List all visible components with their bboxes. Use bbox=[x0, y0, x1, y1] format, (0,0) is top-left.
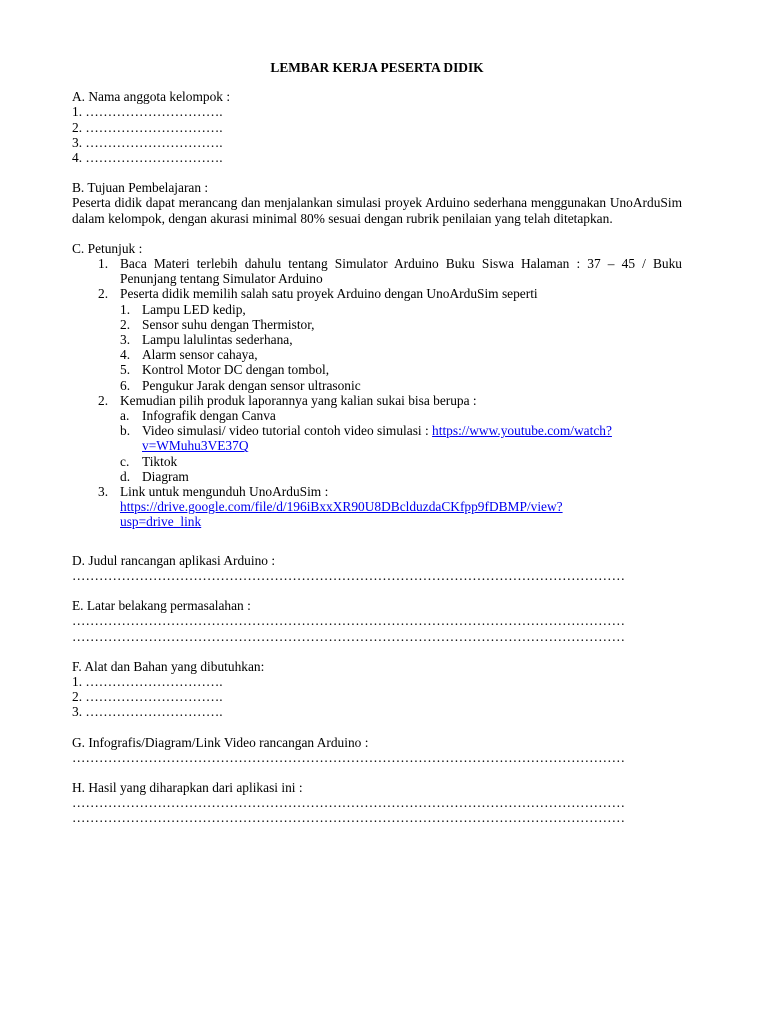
product-letter: a. bbox=[120, 408, 130, 424]
project-item-6 bbox=[72, 378, 682, 393]
page-title: LEMBAR KERJA PESERTA DIDIK bbox=[270, 60, 484, 75]
section-g-heading: G. Infografis/Diagram/Link Video rancangan Arduino : bbox=[72, 734, 369, 750]
project-item-5 bbox=[72, 362, 682, 377]
product-label: Tiktok bbox=[142, 453, 178, 469]
answer-line: …………………………………………………………………………………………………………… bbox=[72, 810, 626, 826]
project-number: 2. bbox=[120, 316, 131, 332]
section-g bbox=[72, 735, 682, 765]
instruction-step-4 bbox=[72, 484, 682, 530]
answer-line: …………………………………………………………………………………………………………… bbox=[72, 795, 626, 811]
youtube-video-link-continued[interactable]: v=WMuhu3VE37Q bbox=[142, 438, 249, 454]
member-line-3: 3. …………………………. bbox=[72, 134, 223, 150]
step-text: Peserta didik memilih salah satu proyek Arduino dengan UnoArduSim seperti bbox=[120, 286, 538, 302]
section-a-heading: A. Nama anggota kelompok : bbox=[72, 89, 231, 105]
youtube-video-link[interactable]: https://www.youtube.com/watch? bbox=[432, 423, 612, 439]
section-b bbox=[72, 180, 682, 226]
section-c bbox=[72, 241, 682, 530]
project-label: Lampu LED kedip, bbox=[142, 301, 246, 317]
product-label: Infografik dengan Canva bbox=[142, 408, 276, 424]
section-e bbox=[72, 598, 682, 644]
product-item-a bbox=[72, 408, 682, 423]
step-text: Link untuk mengunduh UnoArduSim : bbox=[120, 484, 329, 500]
project-label: Lampu lalulintas sederhana, bbox=[142, 332, 293, 348]
step-text: Baca Materi terlebih dahulu tentang Simulator Arduino Buku Siswa Halaman : 37 – 45 / Buku Penunjang tentang Simulator Arduino bbox=[120, 256, 682, 287]
member-line-1: 1. …………………………. bbox=[72, 104, 223, 120]
instruction-step-1 bbox=[72, 256, 682, 286]
section-c-heading: C. Petunjuk : bbox=[72, 240, 143, 256]
project-number: 5. bbox=[120, 362, 131, 378]
section-h-heading: H. Hasil yang diharapkan dari aplikasi ini : bbox=[72, 779, 303, 795]
product-label: Diagram bbox=[142, 468, 189, 484]
step-number: 2. bbox=[98, 392, 109, 408]
instruction-step-3 bbox=[72, 393, 682, 408]
unoardusim-download-link-continued[interactable]: usp=drive_link bbox=[120, 514, 202, 530]
product-letter: b. bbox=[120, 423, 131, 439]
product-item-b bbox=[72, 423, 682, 453]
answer-line: …………………………………………………………………………………………………………… bbox=[72, 567, 626, 583]
material-line-2: 2. …………………………. bbox=[72, 689, 223, 705]
product-item-c bbox=[72, 454, 682, 469]
project-number: 3. bbox=[120, 332, 131, 348]
step-number: 1. bbox=[98, 256, 109, 272]
project-label: Pengukur Jarak dengan sensor ultrasonic bbox=[142, 377, 361, 393]
answer-line: …………………………………………………………………………………………………………… bbox=[72, 749, 626, 765]
project-label: Kontrol Motor DC dengan tombol, bbox=[142, 362, 330, 378]
step-text: Kemudian pilih produk laporannya yang kalian sukai bisa berupa : bbox=[120, 392, 477, 408]
section-b-heading: B. Tujuan Pembelajaran : bbox=[72, 180, 209, 196]
section-h bbox=[72, 780, 682, 826]
project-label: Sensor suhu dengan Thermistor, bbox=[142, 316, 315, 332]
section-e-heading: E. Latar belakang permasalahan : bbox=[72, 598, 251, 614]
project-item-3 bbox=[72, 332, 682, 347]
section-f bbox=[72, 659, 682, 720]
project-item-4 bbox=[72, 347, 682, 362]
worksheet-page bbox=[72, 60, 682, 826]
member-line-2: 2. …………………………. bbox=[72, 119, 223, 135]
instruction-step-2 bbox=[72, 286, 682, 301]
answer-line: …………………………………………………………………………………………………………… bbox=[72, 613, 626, 629]
project-number: 6. bbox=[120, 377, 131, 393]
section-a bbox=[72, 89, 682, 165]
project-number: 4. bbox=[120, 347, 131, 363]
project-number: 1. bbox=[120, 301, 131, 317]
product-letter: c. bbox=[120, 453, 130, 469]
section-f-heading: F. Alat dan Bahan yang dibutuhkan: bbox=[72, 658, 265, 674]
member-line-4: 4. …………………………. bbox=[72, 150, 223, 166]
project-label: Alarm sensor cahaya, bbox=[142, 347, 258, 363]
learning-objective-text: Peserta didik dapat merancang dan menjalankan simulasi proyek Arduino sederhana menggunakan UnoArduSim dalam kelompok, dengan akurasi minimal 80% sesuai dengan rubrik penilaian yang telah ditetapkan. bbox=[72, 195, 682, 226]
section-d bbox=[72, 553, 682, 583]
project-item-2 bbox=[72, 317, 682, 332]
step-number: 3. bbox=[98, 484, 109, 500]
section-d-heading: D. Judul rancangan aplikasi Arduino : bbox=[72, 552, 276, 568]
unoardusim-download-link[interactable]: https://drive.google.com/file/d/196iBxxXR90U8DBclduzdaCKfpp9fDBMP/view? bbox=[120, 499, 563, 515]
product-label: Video simulasi/ video tutorial contoh video simulasi : bbox=[142, 423, 433, 439]
step-number: 2. bbox=[98, 286, 109, 302]
material-line-3: 3. …………………………. bbox=[72, 704, 223, 720]
material-line-1: 1. …………………………. bbox=[72, 673, 223, 689]
project-item-1 bbox=[72, 302, 682, 317]
product-item-d bbox=[72, 469, 682, 484]
answer-line: …………………………………………………………………………………………………………… bbox=[72, 628, 626, 644]
product-letter: d. bbox=[120, 468, 131, 484]
